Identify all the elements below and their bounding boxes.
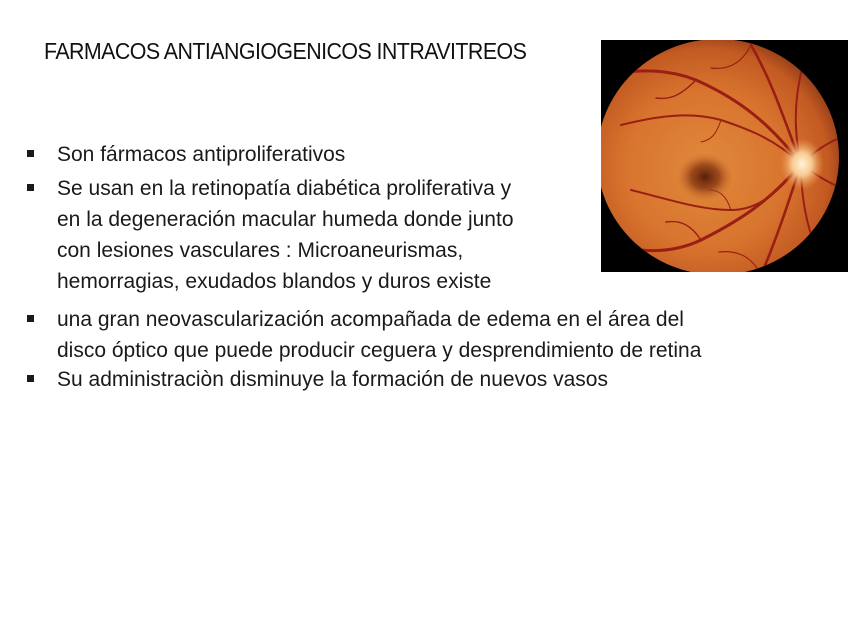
bullet-text-line: hemorragias, exudados blandos y duros existe: [57, 270, 492, 293]
bullet-text-line: Su administraciòn disminuye la formación de nuevos vasos: [57, 368, 608, 391]
bullet-text-line: Son fármacos antiproliferativos: [57, 143, 346, 166]
slide-title: FARMACOS ANTIANGIOGENICOS INTRAVITREOS: [44, 38, 527, 64]
bullet-square-icon: [27, 375, 34, 382]
fundus-photo: [601, 40, 848, 272]
bullet-square-icon: [27, 315, 34, 322]
bullet-square-icon: [27, 184, 34, 191]
bullet-text-line: disco óptico que puede producir ceguera y desprendimiento de retina: [57, 339, 702, 362]
bullet-text-line: una gran neovascularización acompañada de edema en el área del: [57, 308, 684, 331]
bullet-text-line: con lesiones vasculares : Microaneurismas,: [57, 239, 464, 262]
bullet-square-icon: [27, 150, 34, 157]
bullet-text-line: en la degeneración macular humeda donde junto: [57, 208, 514, 231]
fundus-retina-image: [601, 40, 848, 272]
bullet-text-line: Se usan en la retinopatía diabética proliferativa y: [57, 177, 512, 200]
